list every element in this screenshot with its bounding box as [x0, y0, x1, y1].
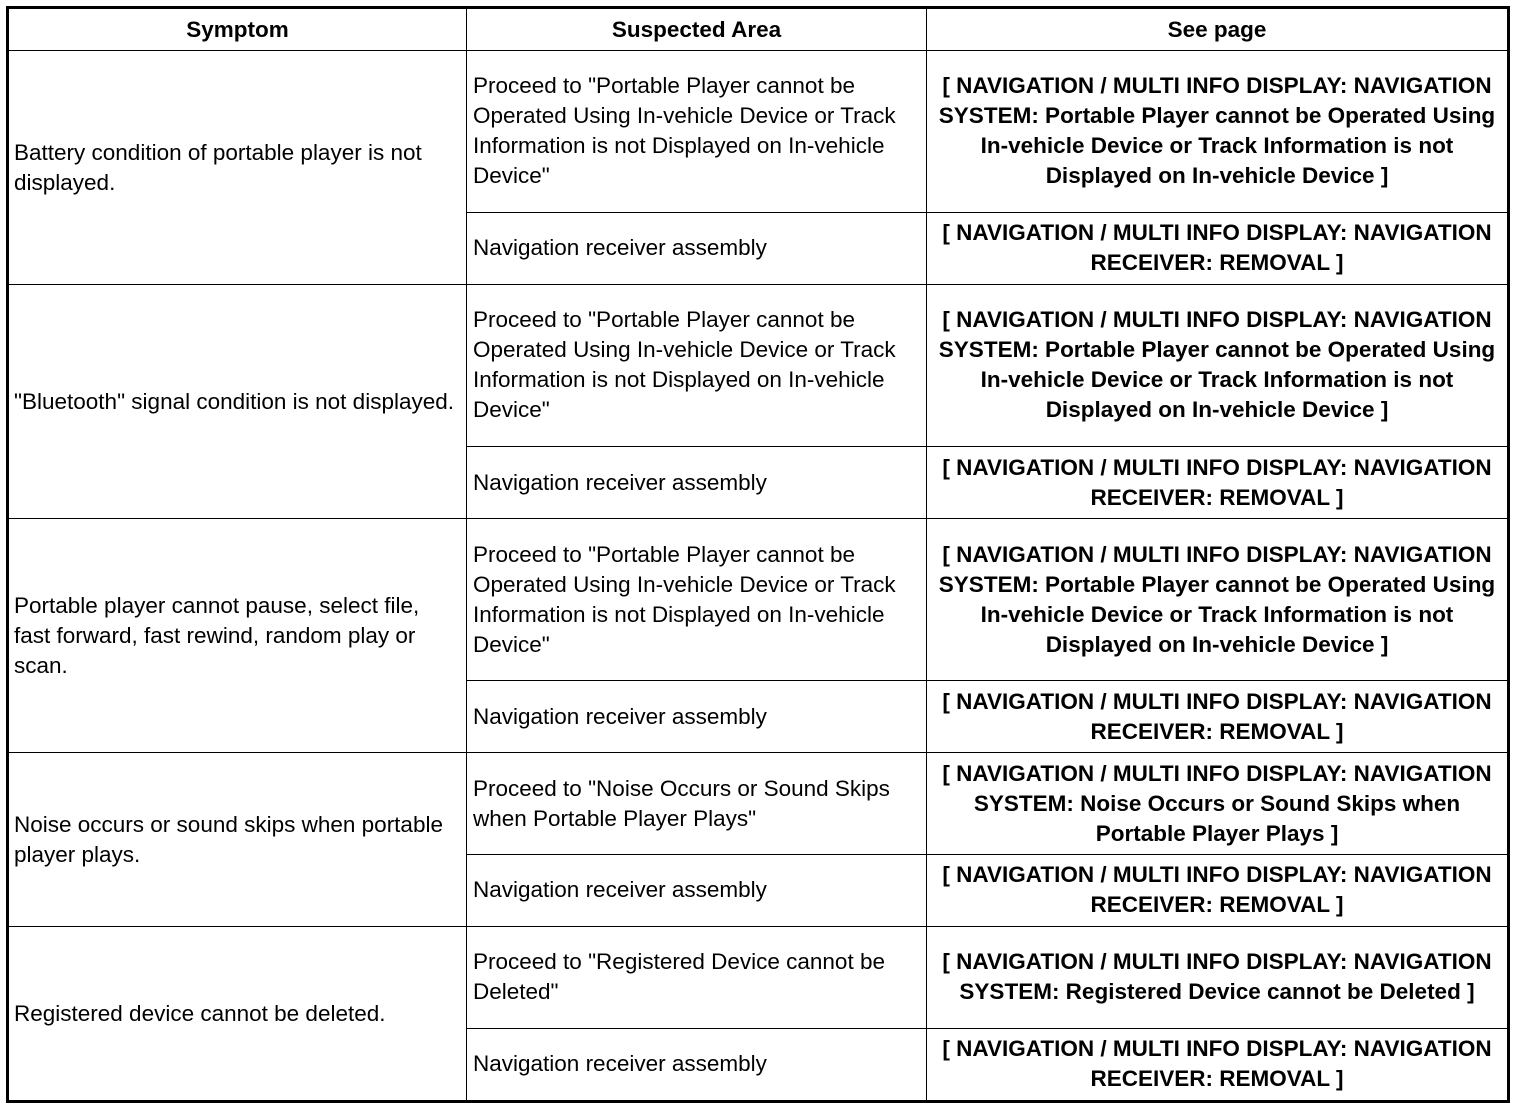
suspected-area-cell: Proceed to "Registered Device cannot be Deleted" — [467, 927, 927, 1028]
table-row — [8, 927, 1509, 1028]
symptom-cell: Portable player cannot pause, select file, fast forward, fast rewind, random play or scan. — [8, 519, 467, 753]
troubleshooting-table — [6, 6, 1510, 1103]
see-page-link[interactable]: [ NAVIGATION / MULTI INFO DISPLAY: NAVIGATION SYSTEM: Noise Occurs or Sound Skips when Portable Player Plays ] — [927, 753, 1509, 854]
suspected-area-cell: Proceed to "Portable Player cannot be Operated Using In-vehicle Device or Track Information is not Displayed on In-vehicle Device" — [467, 285, 927, 447]
see-page-link[interactable]: [ NAVIGATION / MULTI INFO DISPLAY: NAVIGATION RECEIVER: REMOVAL ] — [927, 854, 1509, 926]
see-page-link[interactable]: [ NAVIGATION / MULTI INFO DISPLAY: NAVIGATION RECEIVER: REMOVAL ] — [927, 680, 1509, 752]
header-row — [8, 8, 1509, 51]
suspected-area-cell: Navigation receiver assembly — [467, 1028, 927, 1101]
suspected-area-cell: Proceed to "Noise Occurs or Sound Skips when Portable Player Plays" — [467, 753, 927, 854]
header-see-page: See page — [927, 8, 1509, 51]
see-page-link[interactable]: [ NAVIGATION / MULTI INFO DISPLAY: NAVIGATION RECEIVER: REMOVAL ] — [927, 1028, 1509, 1101]
suspected-area-cell: Proceed to "Portable Player cannot be Operated Using In-vehicle Device or Track Information is not Displayed on In-vehicle Device" — [467, 519, 927, 681]
table-row — [8, 285, 1509, 447]
see-page-link[interactable]: [ NAVIGATION / MULTI INFO DISPLAY: NAVIGATION RECEIVER: REMOVAL ] — [927, 212, 1509, 284]
suspected-area-cell: Navigation receiver assembly — [467, 680, 927, 752]
symptom-cell: Registered device cannot be deleted. — [8, 927, 467, 1102]
suspected-area-cell: Proceed to "Portable Player cannot be Operated Using In-vehicle Device or Track Information is not Displayed on In-vehicle Device" — [467, 51, 927, 213]
table-row — [8, 519, 1509, 681]
table-row — [8, 51, 1509, 213]
header-suspected-area: Suspected Area — [467, 8, 927, 51]
see-page-link[interactable]: [ NAVIGATION / MULTI INFO DISPLAY: NAVIGATION SYSTEM: Portable Player cannot be Operated Using In-vehicle Device or Track Information is not Displayed on In-vehicle Device ] — [927, 519, 1509, 681]
table-row — [8, 753, 1509, 854]
header-symptom: Symptom — [8, 8, 467, 51]
suspected-area-cell: Navigation receiver assembly — [467, 212, 927, 284]
see-page-link[interactable]: [ NAVIGATION / MULTI INFO DISPLAY: NAVIGATION SYSTEM: Portable Player cannot be Operated Using In-vehicle Device or Track Information is not Displayed on In-vehicle Device ] — [927, 51, 1509, 213]
see-page-link[interactable]: [ NAVIGATION / MULTI INFO DISPLAY: NAVIGATION SYSTEM: Registered Device cannot be Deleted ] — [927, 927, 1509, 1028]
symptom-cell: Battery condition of portable player is not displayed. — [8, 51, 467, 285]
see-page-link[interactable]: [ NAVIGATION / MULTI INFO DISPLAY: NAVIGATION RECEIVER: REMOVAL ] — [927, 446, 1509, 518]
suspected-area-cell: Navigation receiver assembly — [467, 446, 927, 518]
suspected-area-cell: Navigation receiver assembly — [467, 854, 927, 926]
symptom-cell: "Bluetooth" signal condition is not displayed. — [8, 285, 467, 519]
see-page-link[interactable]: [ NAVIGATION / MULTI INFO DISPLAY: NAVIGATION SYSTEM: Portable Player cannot be Operated Using In-vehicle Device or Track Information is not Displayed on In-vehicle Device ] — [927, 285, 1509, 447]
symptom-cell: Noise occurs or sound skips when portable player plays. — [8, 753, 467, 927]
